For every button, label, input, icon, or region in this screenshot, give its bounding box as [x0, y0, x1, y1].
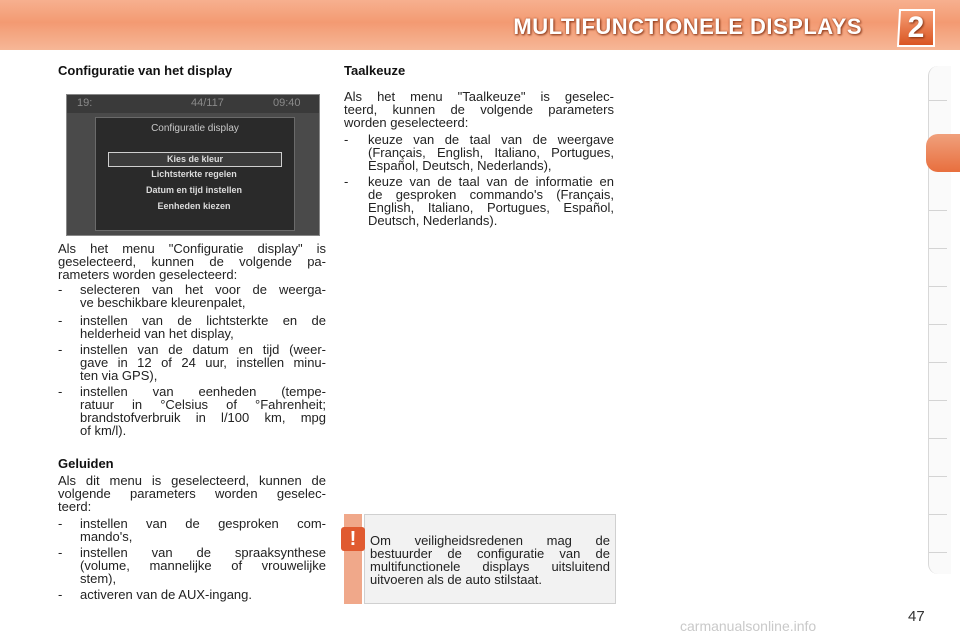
- screen-menu-panel: [95, 117, 295, 231]
- config-list-item: - selecteren van het voor de weerga- ve beschikbare kleurenpalet,: [58, 282, 326, 310]
- warning-text: Om veiligheidsredenen mag de bestuurder de configuratie van de multifunctionele displays uitsluitend uitvoeren als de auto stilstaat.: [370, 533, 610, 587]
- chapter-tab[interactable]: [929, 518, 947, 553]
- language-list-item: - keuze van de taal van de weergave (Français, English, Italiano, Portugues, Español, Deutsch, Nederlands),: [344, 132, 614, 173]
- screen-menu-item: Eenheden kiezen: [157, 201, 231, 211]
- config-intro: Als het menu "Configuratie display" is geselecteerd, kunnen de volgende pa- rameters worden geselecteerd:: [58, 241, 326, 282]
- language-list-item: - keuze van de taal van de informatie en de gesproken commando's (Français, English, Italiano, Portugues, Español, Deutsch, Nederlands).: [344, 174, 614, 228]
- screen-status-bar: [67, 95, 319, 113]
- config-list-item: - instellen van de lichtsterkte en de helderheid van het display,: [58, 313, 326, 341]
- page-title: MULTIFUNCTIONELE DISPLAYS: [513, 14, 862, 39]
- chapter-tab[interactable]: [929, 176, 947, 211]
- sound-intro: Als dit menu is geselecteerd, kunnen de volgende parameters worden geselec- teerd:: [58, 473, 326, 514]
- chapter-tab[interactable]: [929, 66, 947, 101]
- screen-menu-item-selected: Kies de kleur: [108, 152, 282, 167]
- screen-menu-item: Datum en tijd instellen: [145, 185, 242, 195]
- chapter-tab[interactable]: [929, 442, 947, 477]
- sound-list-item: - activeren van de AUX-ingang.: [58, 587, 252, 602]
- screen-clock-right: 09:40: [273, 97, 301, 109]
- sound-list-item: - instellen van de spraaksynthese (volume, mannelijke of vrouwelijke stem),: [58, 545, 326, 586]
- chapter-tab[interactable]: [929, 366, 947, 401]
- config-list-item: - instellen van de datum en tijd (weer- gave in 12 of 24 uur, instellen minu- ten via GPS),: [58, 342, 326, 383]
- chapter-tab[interactable]: [929, 480, 947, 515]
- display-screenshot: [66, 94, 320, 236]
- safety-warning: [344, 514, 616, 604]
- chapter-tab[interactable]: [929, 290, 947, 325]
- watermark: carmanualsonline.info: [680, 618, 817, 634]
- chapter-tab[interactable]: [929, 404, 947, 439]
- chapter-tab[interactable]: [929, 252, 947, 287]
- screen-panel-title: Configuratie display: [151, 123, 239, 134]
- config-heading: Configuratie van het display: [58, 63, 233, 78]
- chapter-tab[interactable]: [929, 214, 947, 249]
- chapter-tab[interactable]: [929, 328, 947, 363]
- language-intro: Als het menu "Taalkeuze" is geselec- teerd, kunnen de volgende parameters worden geselecteerd:: [344, 89, 614, 130]
- page-number: 47: [908, 608, 925, 625]
- screen-status-mid: 44/117: [191, 97, 224, 109]
- chapter-number: 2: [907, 11, 925, 44]
- chapter-tab-active[interactable]: [926, 134, 960, 172]
- screen-clock-left: 19:: [77, 97, 93, 109]
- screen-menu-item: Lichtsterkte regelen: [151, 169, 237, 179]
- sound-list-item: - instellen van de gesproken com- mando's,: [58, 516, 326, 544]
- language-heading: Taalkeuze: [344, 63, 406, 78]
- warning-icon: !: [341, 527, 365, 551]
- sound-heading: Geluiden: [58, 456, 114, 471]
- config-list-item: - instellen van eenheden (tempe- ratuur in °Celsius of °Fahrenheit; brandstofverbruik in l/100 km, mpg of km/l).: [58, 384, 326, 438]
